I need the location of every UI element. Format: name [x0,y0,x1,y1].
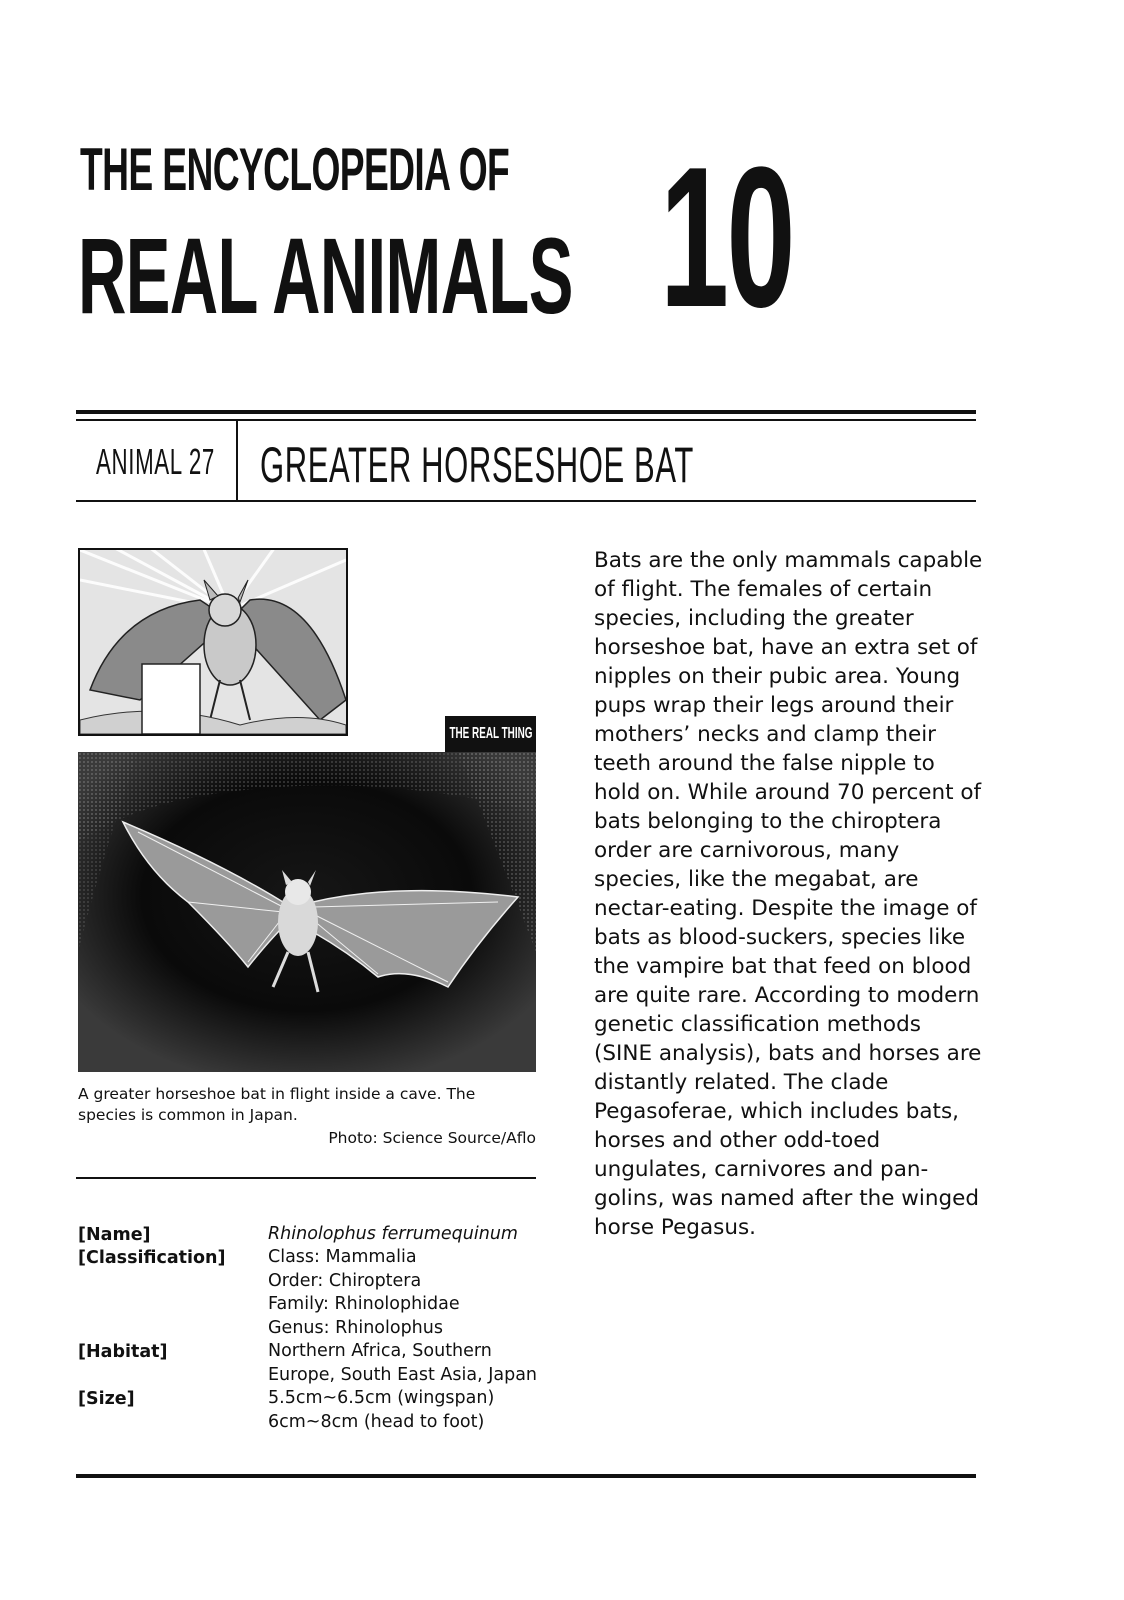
scientific-name: Rhinolophus ferrumequinum [268,1224,518,1244]
habitat-value-line2: Europe, South East Asia, Japan [268,1365,538,1385]
animal-name-heading: GREATER HORSESHOE BAT [260,437,694,493]
title-line-2: REAL ANIMALS [78,215,573,336]
title-line-1: THE ENCYCLOPEDIA OF [80,136,510,203]
name-label: [Name] [78,1225,151,1245]
order-value: Order: Chiroptera [268,1271,422,1291]
photo-caption: A greater horseshoe bat in flight inside a cave. The species is common in Japan. [78,1085,476,1124]
article-body: Bats are the only mammals capable of flight. The females of certain species, including the greater horseshoe bat, have an extra set of nipples on their pubic area. Young pups wrap their legs around their mothers’ necks and clamp their teeth around the false nipple to hold on. While around 70 percent of bats belonging to the chiroptera order are carnivorous, many species, like the megabat, are nectar-eating. Despite the image of bats as blood-suckers, species like the vampire bat that feed on blood are quite rare. According to modern genetic classification methods (SINE analysis), bats and horses are distantly related. The clade Pegasoferae, which includes bats, horses and other odd-toed ungulates, carnivores and pan-golins, was named after the winged horse Pegasus. [594,548,983,1240]
entry-divider [236,421,238,501]
top-double-rule-2 [76,419,976,421]
entry-bottom-rule [76,500,976,502]
caption-bottom-rule [76,1177,536,1179]
animal-number-label: ANIMAL 27 [96,441,215,482]
page-bottom-rule [76,1474,976,1478]
size-label: [Size] [78,1389,135,1409]
real-thing-badge-text: THE REAL THING [448,725,533,742]
size-value-line2: 6cm~8cm (head to foot) [268,1412,485,1432]
bat-photo-drawing [78,752,536,1072]
manga-bat-drawing [80,550,346,734]
volume-number: 10 [660,126,793,349]
size-value-line1: 5.5cm~6.5cm (wingspan) [268,1388,495,1408]
genus-value: Genus: Rhinolophus [268,1318,443,1338]
habitat-value-line1: Northern Africa, Southern [268,1341,492,1361]
family-value: Family: Rhinolophidae [268,1294,460,1314]
manga-illustration [78,548,348,736]
top-double-rule-1 [76,410,976,414]
habitat-label: [Habitat] [78,1342,168,1362]
bat-photo [78,752,536,1072]
classification-label: [Classification] [78,1248,226,1268]
real-thing-badge [445,716,536,752]
photo-credit: Photo: Science Source/Aflo [328,1129,536,1147]
class-value: Class: Mammalia [268,1247,417,1267]
